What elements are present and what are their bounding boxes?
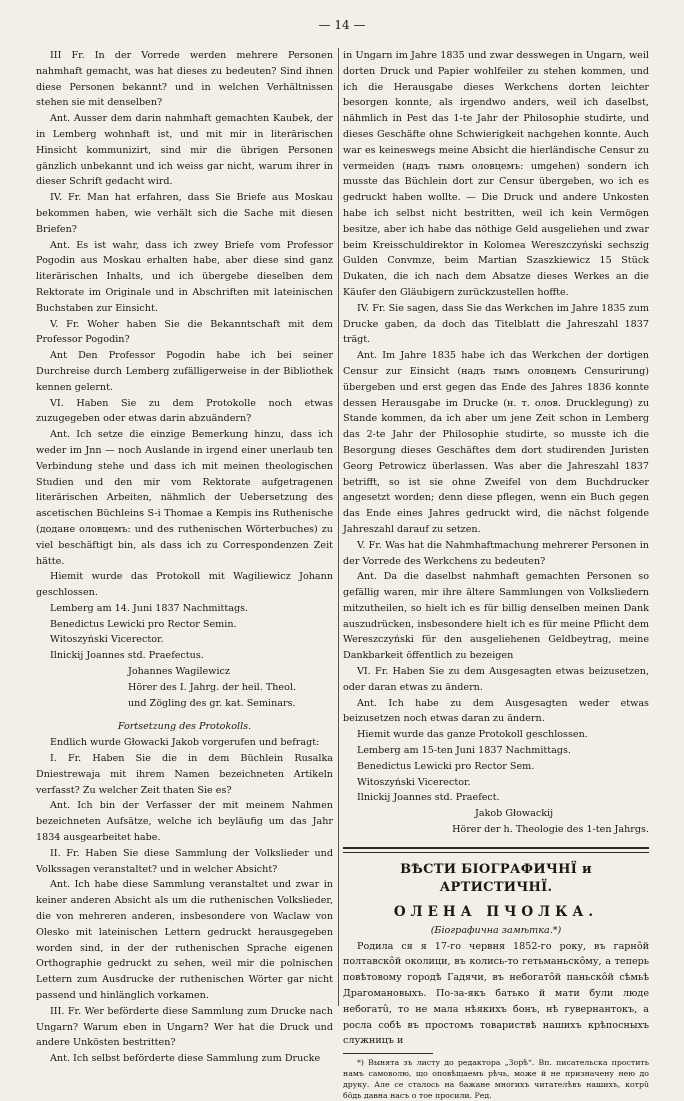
paragraph: in Ungarn im Jahre 1835 und zwar desswegen in Ungarn, weil dorten Druck und Papier wohlfeiler zu stehen kommen, und ich die Herausgabe dieses Werkchens dorten leichter besorgen konnte, als irgendwo anders, weil ich daselbst, nähmlich in Pest das 1-te Jahr der Philosophie studirte, und dieses Geschäfte ohne Schwierigkeit nachgehen konnte. Auch war es keineswegs meine Absicht die hierländische Censur zu vermeiden (надъ тымъ оловцемъ: umgehen) sondern ich musste das Büchlein dort zur Censur übergeben, wo ich es gedruckt haben wollte. — Die Druck und andere Unkosten habe ich selbst nicht bestritten, weil ich kein Vermögen besitze, aber ich habe das nöthige Geld ausgeliehen und zwar beim Kreisschuldirektor in Kolomea Wereszczyński sechszig Gulden Convmze, beim Martian Szaszkiewicz 15 Stück Dukaten, die ich nach dem Absatze dieses Werkes an die Käufer den Gläubigern zurückzustellen hoffte. xyxy=(343,50,649,298)
paragraph: Hiemit wurde das ganze Protokoll geschlossen. xyxy=(357,729,588,741)
right-column xyxy=(343,48,649,1101)
paragraph: Ant. Ich habe diese Sammlung veranstaltet und zwar in keiner anderen Absicht als um die ruthenischen Volkslieder, die von mehreren anderen, insbesondere von Waclaw von Olesko mit lateinischen Lettern gedruckt herausgegeben worden sind, in der der ruthenischen Sprache eigenen Orthographie gedruckt zu sehen, weil mir die polnischen Lettern zum Ausdrucke der ruthenischen Wörter gar nicht passend und hinlänglich vorkamen. xyxy=(36,879,333,1002)
signature-line: Witoszyński Vicerector. xyxy=(357,776,471,788)
signature-line: Hörer des I. Jahrg. der heil. Theol. xyxy=(128,681,296,693)
signature-line: Ilnickij Joannes std. Praefectus. xyxy=(50,650,204,662)
signature-line: Lemberg am 14. Juni 1837 Nachmittags. xyxy=(50,602,249,614)
section-separator xyxy=(343,847,649,849)
paragraph: Ant. Im Jahre 1835 habe ich das Werkchen der dortigen Censur zur Einsicht (надъ тымъ оловцемъ Censurirung) übergeben und erst gegen das Ende des Jahres 1836 konnte dessen Herausgabe im Drucke (н. т. олов. Drucklegung) zu Stande kommen, da ich aber um jene Zeit schon in Lemberg das 2-te Jahr der Philosophie studirte, so musste ich die Besorgung dieses Geschäftes dem dort studirenden Juristen Georg Petrowicz überlassen. Was aber die Jahreszahl 1837 betrifft, so ist sie ohne Zweifel von dem Buchdrucker angesetzt worden; denn diese pflegen, wenn ein Buch gegen das Ende eines Jahres gedruckt wird, die nächst folgende Jahreszahl darauf zu setzen. xyxy=(343,350,649,535)
signature-block xyxy=(343,743,649,838)
signature-line: Ilnickij Joannes std. Praefect. xyxy=(357,792,500,804)
paragraph: V. Fr. Woher haben Sie die Bekanntschaft mit dem Professor Pogodin? xyxy=(36,318,333,346)
signature-line: Benedictus Lewicki pro Rector Semin. xyxy=(50,618,237,630)
footnote: *) Вынята зъ листу до редактора „Зорѣ“. Вп. писательска простить намъ самоволю, що оповѣщаемъ рѣчь, може й не призначену нею до друку. Але се сталось на бажане многихъ читателѣвъ нашихъ, котрû бôдь давна насъ о тое просили. Ред. xyxy=(343,1058,649,1101)
article-paragraph: Родила ся я 17-го червня 1852-го року, въ гарнôй полтавскôй околици, въ колись-то гетьманьскôму, а теперь повѣтовому городѣ Гадячи, въ небогатôй паньскôй сѣмьѣ Драгомановыхъ. По-за-якъ батько й мати були люде небогатû, то не мала нѣякихъ бонъ, нѣ гувернантокъ, а росла собѣ въ простомъ товариствѣ нашихъ крѣпосныхъ служницъ и xyxy=(343,940,649,1047)
paragraph: III. Fr. Wer beförderte diese Sammlung zum Drucke nach Ungarn? Warum eben in Ungarn? Wer hat die Druck und andere Unkösten bestritten? xyxy=(36,1005,333,1049)
paragraph: Ant. Ich habe zu dem Ausgesagten weder etwas beizusetzen noch etwas daran zu ändern. xyxy=(343,697,649,725)
paragraph: Ant. Es ist wahr, dass ich zwey Briefe vom Professor Pogodin aus Moskau erhalten habe, aber diese sind ganz literärischen Inhalts, und ich übergebe dieselben dem Rektorate im Originale und in Abschriften mit lateinischen Buchstaben zur Einsicht. xyxy=(36,239,333,314)
paragraph: III Fr. In der Vorrede werden mehrere Personen nahmhaft gemacht, was hat dieses zu bedeuten? Sind ihnen diese Personen bekannt? und in welchen Verhältnissen stehen sie mit denselben? xyxy=(36,50,333,109)
signature-role: Hörer der h. Theologie des 1-ten Jahrgs. xyxy=(452,824,649,836)
signature-line: Benedictus Lewicki pro Rector Sem. xyxy=(357,760,535,772)
paragraph: Hiemit wurde das Protokoll mit Wagiliewicz Johann geschlossen. xyxy=(36,571,333,599)
paragraph: IV. Fr. Man hat erfahren, dass Sie Briefe aus Moskau bekommen haben, wie verhält sich die Sache mit diesen Briefen? xyxy=(36,192,333,235)
paragraph: VI. Fr. Haben Sie zu dem Ausgesagten etwas beizusetzen, oder daran etwas zu ändern. xyxy=(343,666,649,693)
paragraph: Ant. Ich setze die einzige Bemerkung hinzu, dass ich weder im Jnn — noch Auslande in irgend einer unerlaub ten Verbindung stehe und dass ich mit meinen theologischen Studien und den mir vom Rektorate aufgetragenen literärischen Arbeiten, nähmlich der Uebersetzung des ascetischen Büchleins S-i Thomae a Kempis ins Ruthenische (додане оловцемъ: und des ruthenischen Wörterbuches) zu viel beschäftigt bin, als dass ich zu Correspondenzen Zeit hätte. xyxy=(36,429,333,567)
signature-name: Jakob Głowackij xyxy=(475,808,554,820)
paragraph: V. Fr. Was hat die Nahmhaftmachung mehrerer Personen in der Vorrede des Werkchens zu bedeuten? xyxy=(343,539,649,567)
paragraph: Ant. Da die daselbst nahmhaft gemachten Personen so gefällig waren, mir ihre ältere Sammlungen von Volksliedern mitzutheilen, so hielt ich es für billig denselben meinen Dank auszudrücken, insbesondere hielt ich es für meine Pflicht dem Wereszczyński für den ausgeliehenen Geldbeytrag, meine Dankbarkeit öffentlich zu bezeigen xyxy=(343,571,649,662)
section-title: Fortsetzung des Protokolls. xyxy=(117,721,252,733)
paragraph: Ant Den Professor Pogodin habe ich bei seiner Durchreise durch Lemberg zufälligerweise in der Bibliothek kennen gelernt. xyxy=(36,350,333,393)
footnote-rule xyxy=(343,1053,433,1054)
left-column xyxy=(36,48,333,1065)
signature-line: und Zögling des gr. kat. Seminars. xyxy=(128,697,296,709)
section-separator xyxy=(343,852,649,853)
signature-line: Witoszyński Vicerector. xyxy=(50,634,164,646)
paragraph: Ant. Ich selbst beförderte diese Sammlung zum Drucke xyxy=(50,1053,321,1065)
paragraph: Endlich wurde Głowacki Jakob vorgerufen und befragt: xyxy=(50,737,320,749)
paragraph: VI. Haben Sie zu dem Protokolle noch etwas zuzugegeben oder etwas darin abzuändern? xyxy=(36,397,333,425)
article-title: ОЛЕНА ПЧОЛКА. xyxy=(393,903,599,920)
paragraph: II. Fr. Haben Sie diese Sammlung der Volkslieder und Volkssagen veranstaltet? und in welcher Absicht? xyxy=(36,847,333,875)
paragraph: I. Fr. Haben Sie die in dem Büchlein Rusalka Dniestrewaja mit ihrem Namen bezeichneten Artikeln verfasst? Zu welcher Zeit thaten Sie es? xyxy=(36,753,333,796)
signature-block xyxy=(36,601,333,712)
paragraph: Ant. Ausser dem darin nahmhaft gemachten Kaubek, der in Lemberg wohnhaft ist, und mit mir in literärischen Hinsicht kommunizirt, sind mir die übrigen Personen gänzlich unbekannt und ich weiss gar nicht, warum ihrer in dieser Schrift gedacht wird. xyxy=(36,113,333,188)
paragraph: Ant. Ich bin der Verfasser der mit meinem Nahmen bezeichneten Aufsätze, welche ich beyläufig um das Jahr 1834 ausgearbeitet habe. xyxy=(36,800,333,844)
column-divider xyxy=(338,48,339,1006)
paragraph: IV. Fr. Sie sagen, dass Sie das Werkchen im Jahre 1835 zum Drucke gaben, da doch das Titelblatt die Jahreszahl 1837 trägt. xyxy=(343,302,649,346)
news-section-header: ВѢСТИ БІОГРАФИЧНЇ и АРТИСТИЧНЇ. xyxy=(400,861,592,895)
article-subtitle: (Біографична замѣтка.*) xyxy=(430,924,562,936)
signature-line: Lemberg am 15-ten Juni 1837 Nachmittags. xyxy=(357,745,571,757)
signature-line: Johannes Wagilewicz xyxy=(128,666,230,678)
page-number: — 14 — xyxy=(318,18,366,32)
